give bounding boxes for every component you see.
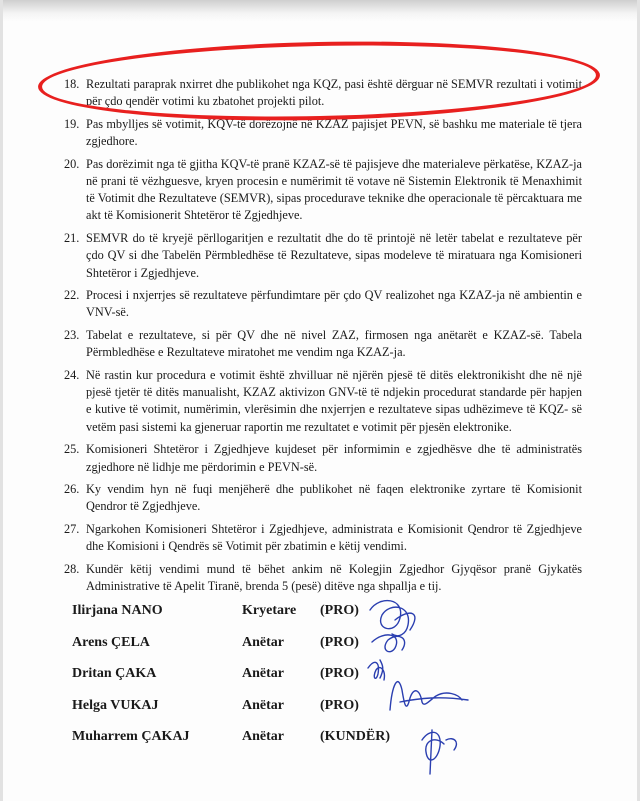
item-text: Kundër këtij vendimi mund të bëhet ankim në Kolegjin Zgjedhor Gjyqësor pranë Gjykatës Administrative të Apelit Tiranë, brenda 5 (pesë) ditëve nga shpallja e tij. xyxy=(86,562,582,594)
item-number: 24. xyxy=(64,368,80,383)
signatory-name: Arens ÇELA xyxy=(72,634,150,650)
signatory-vote: (PRO) xyxy=(320,666,359,681)
signature-vukaj-icon xyxy=(390,682,468,710)
signatory-name: Ilirjana NANO xyxy=(72,603,163,618)
page-left-edge xyxy=(0,0,3,801)
signatory-vote: (PRO) xyxy=(320,603,359,618)
signatory-name: Helga VUKAJ xyxy=(72,697,159,713)
signatory-role: Anëtar xyxy=(242,666,284,681)
item-number: 21. xyxy=(64,231,80,246)
item-number: 22. xyxy=(64,288,80,303)
signature-cela-icon xyxy=(372,635,405,652)
item-text: Në rastin kur procedura e votimit është zhvilluar në njërën pjesë të ditës elektronikisht dhe në një pjesë tjetër të ditës manualisht, KZAZ aktivizon GNV-të të ndjekin procedurat standarde për hapjen e kutive të votimit, numërimin, vlerësimin dhe nxjerrjen e rezultateve sipas udhëzimeve të KQZ- së vetëm pasi sistemi ka gjeneruar raportin me rezultatet e votimit për pjesën elektronike. xyxy=(86,368,582,434)
item-number: 26. xyxy=(64,482,80,497)
item-text: SEMVR do të kryejë përllogaritjen e rezultatit dhe do të printojë në letër tabelat e rezultateve për çdo QV si dhe Tabelën Përmbledhëse të Rezultateve, sipas modeleve të miratuara nga Komisioneri Shtetëror i Zgjedhjeve. xyxy=(86,231,582,280)
item-text: Tabelat e rezultateve, si për QV dhe në nivel ZAZ, firmosen nga anëtarët e KZAZ-së. Tabela Përmbledhëse e Rezultateve miratohet me vendim nga KZAZ-ja. xyxy=(86,328,582,360)
signature-cakaj-icon xyxy=(422,730,456,774)
item-26 xyxy=(64,481,582,515)
item-23 xyxy=(64,327,582,361)
item-text: Komisioneri Shtetëror i Zgjedhjeve kujdeset për informimin e zgjedhësve dhe të administratës zgjedhore në lidhje me përdorimin e PEVN-së. xyxy=(86,442,582,474)
item-text: Ky vendim hyn në fuqi menjëherë dhe publikohet në faqen elektronike zyrtare të Komisionit Qendror të Zgjedhjeve. xyxy=(86,482,582,514)
item-text: Pas dorëzimit nga të gjitha KQV-të pranë KZAZ-së të pajisjeve dhe materialeve përkatëse, KZAZ-ja në prani të vëzhguesve, kryen procesin e numërimit të votave në Sistemin Elektronik të Menaxhimit të Votimit dhe Rezultateve (SEMVR), sipas procedurave teknike dhe operacionale të përcaktuara me akt të Komisionerit Shtetëror të Zgjedhjeve. xyxy=(86,156,582,223)
item-number: 27. xyxy=(64,522,80,537)
decision-items xyxy=(64,76,582,601)
item-24 xyxy=(64,367,582,436)
signature-nano-icon xyxy=(370,601,415,636)
item-text: Pas mbylljes së votimit, KQV-të dorëzojnë në KZAZ pajisjet PEVN, së bashku me materiale të tjera zgjedhore. xyxy=(86,116,582,149)
signatory-vote: (PRO) xyxy=(320,634,359,650)
item-27 xyxy=(64,521,582,555)
item-number: 18. xyxy=(64,77,80,91)
handwritten-signatures-icon xyxy=(350,590,510,780)
signatory-vote: (PRO) xyxy=(320,697,359,713)
item-number: 25. xyxy=(64,442,80,457)
item-25 xyxy=(64,441,582,475)
signatory-vote: (KUNDËR) xyxy=(320,729,390,744)
item-21 xyxy=(64,230,582,282)
item-text: Rezultati paraprak nxirret dhe publikohet nga KQZ, pasi është dërguar në SEMVR rezultati i votimit për çdo qendër votimi ku zbatohet projekti pilot. xyxy=(86,77,582,109)
signatory-name: Muharrem ÇAKAJ xyxy=(72,729,190,744)
signatory-role: Anëtar xyxy=(242,729,284,744)
item-19 xyxy=(64,116,582,150)
item-20 xyxy=(64,156,582,225)
signatory-name: Dritan ÇAKA xyxy=(72,666,157,681)
signature-caka-icon xyxy=(368,660,384,680)
item-number: 19. xyxy=(64,116,80,131)
item-number: 23. xyxy=(64,328,80,343)
signatory-role: Anëtar xyxy=(242,697,284,713)
item-text: Ngarkohen Komisioneri Shtetëror i Zgjedhjeve, administrata e Komisionit Qendror të Zgjedhjeve dhe Komisioni i Qendrës së Votimit për zbatimin e këtij vendimi. xyxy=(86,522,582,554)
signatory-role: Kryetare xyxy=(242,603,297,618)
page-top-shadow xyxy=(0,0,640,22)
item-text: Procesi i nxjerrjes së rezultateve përfundimtare për çdo QV realizohet nga KZAZ-ja në ambientin e VNV-së. xyxy=(86,288,582,320)
item-22 xyxy=(64,287,582,321)
signatory-role: Anëtar xyxy=(242,634,284,650)
item-number: 28. xyxy=(64,562,80,577)
item-number: 20. xyxy=(64,156,80,171)
